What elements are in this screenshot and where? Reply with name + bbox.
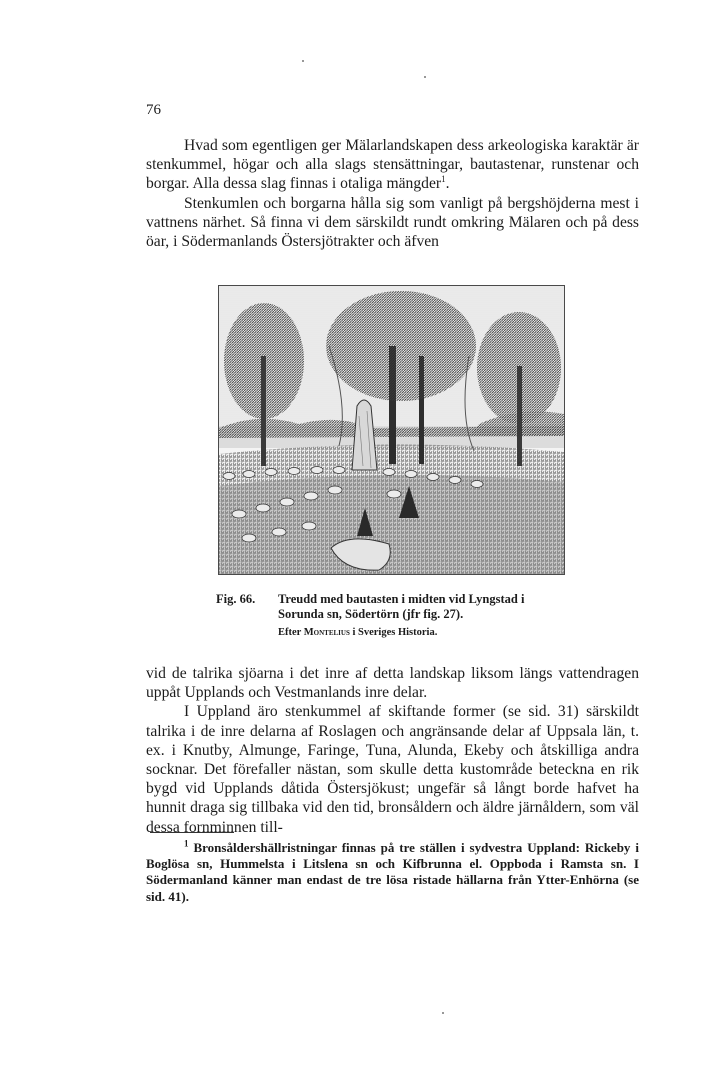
footnote: $^1$ Bronsåldershällristningar finnas på tre ställen i sydvestra Uppland: Rickeby i Boglösa sn, Hummelsta i Litslena sn och Kifbrunna el. Oppboda i Ramsta sn. I Södermanland känner man endast de tre lösa ristade hällarna från Ytter-Enhörna (se sid. 41). bbox=[146, 838, 639, 904]
caption-line-2: Sorunda sn, Södertörn (jfr fig. 27). bbox=[278, 607, 464, 621]
paragraph-4: I Uppland äro stenkummel af skiftande former (se sid. 31) särskildt talrika i de inre delarna af Roslagen och angränsande delar af Uppsala län, t. ex. i Knutby, Almunge, Faringe, Tuna, Alunda, Ekeby och åtskilliga andra socknar. Det förefaller nästan, som skulle detta kustområde beteckna en rik bygd vid Upplands dåtida Östersjökust; ungefär så långt borde hafvet ha hunnit draga sig tillbaka vid den tid, bronsåldern och äldre järnåldern, som väl dessa fornminnen till- bbox=[146, 703, 639, 836]
engraving-illustration bbox=[218, 285, 565, 575]
paragraph-3: vid de talrika sjöarna i det inre af detta landskap liksom längs vattendragen uppåt Upplands och Vestmanlands inre delar. bbox=[146, 665, 639, 702]
top-text bbox=[146, 136, 639, 251]
paragraph-2: Stenkumlen och borgarna hålla sig som vanligt på bergshöjderna mest i vattnens närhet. Så finna vi dem särskildt rundt omkring Mälaren och på dess öar, i Södermanlands Östersjötrakter och äfven bbox=[146, 194, 639, 251]
figure-caption bbox=[216, 592, 576, 640]
footnote-number: 1 bbox=[184, 838, 189, 849]
footnote-marker: 1 bbox=[441, 174, 446, 185]
stone-circle-engraving bbox=[219, 286, 564, 574]
caption-line-1: Fig. 66. Treudd med bautasten i midten vid Lyngstad i bbox=[216, 592, 525, 606]
bottom-text bbox=[146, 664, 639, 837]
specks bbox=[302, 60, 304, 62]
figure-label: Fig. 66. bbox=[216, 592, 256, 606]
page-number: 76 bbox=[146, 102, 161, 118]
specks bbox=[442, 1012, 444, 1014]
specks bbox=[424, 76, 426, 78]
footnote-rule bbox=[150, 832, 234, 833]
figure-credit: Efter Montelius i Sveriges Historia. bbox=[278, 627, 438, 638]
paragraph-1: Hvad som egentligen ger Mälarlandskapen dess arkeologiska karaktär är stenkummel, högar och alla slags stensättningar, bautastenar, runstenar och borgar. Alla dessa slag finnas i otaliga mängder$^1$. bbox=[146, 137, 639, 193]
